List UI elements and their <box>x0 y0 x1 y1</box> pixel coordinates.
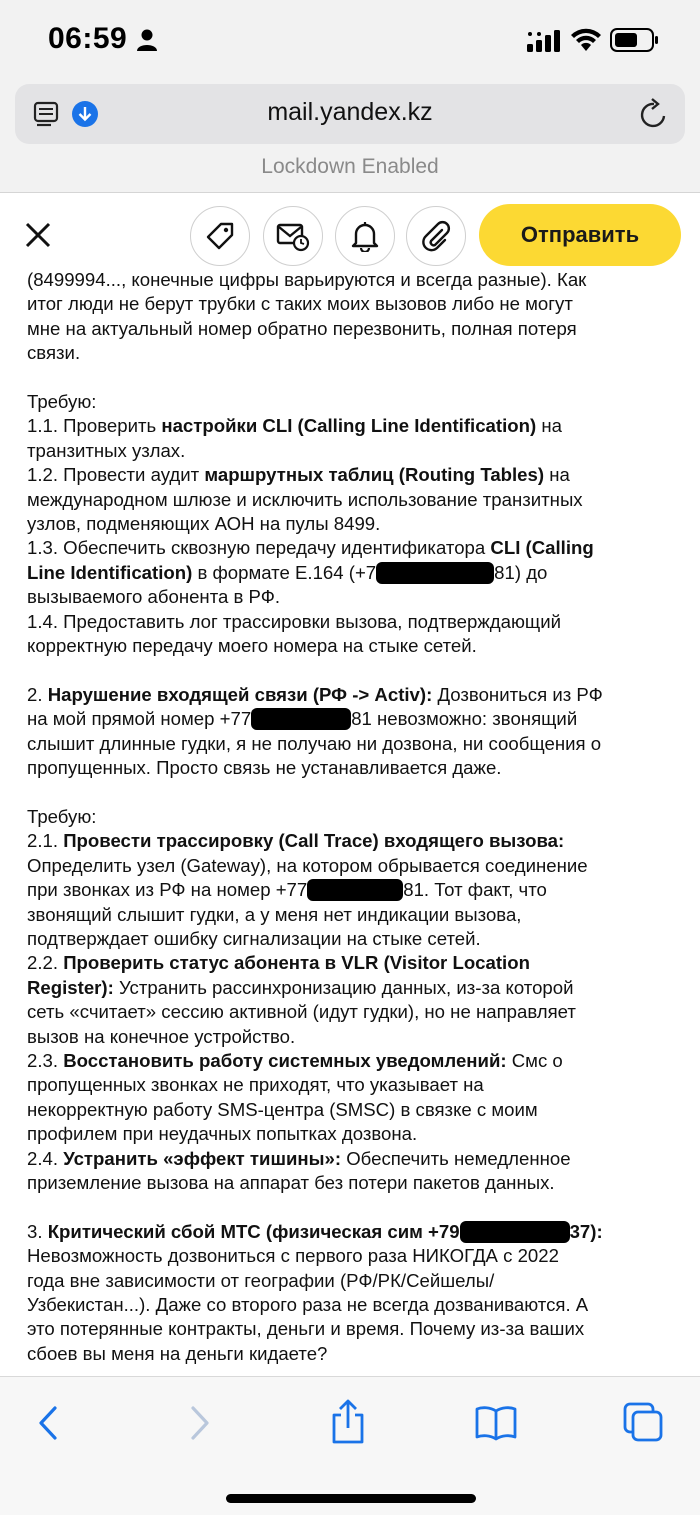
text-line: 1.2. Провести аудит маршрутных таблиц (Routing Tables) на <box>27 464 570 486</box>
text-line: транзитных узлах. <box>27 439 186 461</box>
text-line: 1.4. Предоставить лог трассировки вызова, подтверждающий <box>27 610 561 632</box>
status-time: 06:59 <box>48 22 128 55</box>
redaction-mark <box>251 708 351 730</box>
text-line: подтверждает ошибку сигнализации на стыке сетей. <box>27 927 481 949</box>
cellular-signal-icon <box>527 30 563 52</box>
text-line: сеть «считает» сессию активной (идут гудки), но не направляет <box>27 1001 576 1023</box>
bell-icon <box>350 220 380 252</box>
battery-icon <box>610 28 660 52</box>
share-icon[interactable] <box>328 1399 368 1445</box>
text-line: Register): Устранить рассинхронизацию данных, из-за которой <box>27 976 574 998</box>
lockdown-label: Lockdown Enabled <box>261 155 439 178</box>
text-line: звонящий слышит гудки, а у меня нет индикации вызова, <box>27 903 522 925</box>
message-body[interactable] <box>27 268 677 1376</box>
text-line: корректную передачу моего номера на стыке сетей. <box>27 635 477 657</box>
text-line: Требую: <box>27 391 97 413</box>
text-line: сбоев вы меня на деньги кидаете? <box>27 1342 328 1364</box>
text-line: пропущенных звонках не приходят, что указывает на <box>27 1074 484 1096</box>
text-line: слышит длинные гудки, я не получаю ни дозвона, ни сообщения о <box>27 732 602 754</box>
attach-button[interactable] <box>406 206 466 266</box>
text-line: профилем при неудачных попытках дозвона. <box>27 1123 418 1145</box>
compose-toolbar <box>0 193 700 279</box>
text-line: 2. Нарушение входящей связи (РФ -> Activ): Дозвониться из РФ <box>27 683 603 705</box>
text-line: 2.2. Проверить статус абонента в VLR (Visitor Location <box>27 952 530 974</box>
text-line: итог люди не берут трубки с таких моих вызовов либо не могут <box>27 293 573 315</box>
text-line: пропущенных. Просто связь не устанавливается даже. <box>27 757 502 779</box>
text-line: 3. Критический сбой МТС (физическая сим +79 37): <box>27 1220 603 1242</box>
person-icon <box>136 28 158 52</box>
status-bar <box>0 0 700 80</box>
text-line: мне на актуальный номер обратно перезвонить, полная потеря <box>27 317 577 339</box>
text-line: узлов, подменяющих АОН на пулы 8499. <box>27 513 381 535</box>
reminder-button[interactable] <box>335 206 395 266</box>
text-line: это потерянные контракты, деньги и время. Почему из-за ваших <box>27 1318 585 1340</box>
text-line: 1.3. Обеспечить сквозную передачу идентификатора CLI (Calling <box>27 537 594 559</box>
text-line: года вне зависимости от географии (РФ/РК/Сейшелы/ <box>27 1269 495 1291</box>
redaction-mark <box>376 562 494 584</box>
wifi-icon <box>570 28 602 52</box>
text-line: Узбекистан...). Даже со второго раза не всегда дозваниваются. А <box>27 1294 589 1315</box>
text-line: Невозможность дозвониться с первого раза НИКОГДА с 2022 <box>27 1245 559 1267</box>
send-button[interactable]: Отправить <box>479 204 681 266</box>
browser-bottom-toolbar <box>0 1376 700 1515</box>
tag-button[interactable] <box>190 206 250 266</box>
url-text: mail.yandex.kz <box>267 98 433 126</box>
tabs-icon[interactable] <box>622 1401 664 1443</box>
back-icon[interactable] <box>34 1403 62 1443</box>
redaction-mark <box>307 879 403 901</box>
text-line: на мой прямой номер +77 81 невозможно: звонящий <box>27 708 578 730</box>
text-line: 2.3. Восстановить работу системных уведомлений: Смс о <box>27 1049 563 1071</box>
forward-icon[interactable] <box>186 1403 214 1443</box>
bookmarks-icon[interactable] <box>474 1405 518 1441</box>
text-line: 1.1. Проверить настройки CLI (Calling Line Identification) на <box>27 415 562 437</box>
text-line: некорректную работу SMS-центра (SMSC) в связке с моим <box>27 1098 538 1120</box>
browser-address-bar <box>0 80 700 193</box>
text-line: при звонках из РФ на номер +77 81. Тот факт, что <box>27 879 547 901</box>
redaction-mark <box>460 1221 570 1243</box>
text-line: Требую: <box>27 805 97 827</box>
tag-icon <box>204 220 236 252</box>
mail-clock-icon <box>276 220 310 252</box>
text-line: Определить узел (Gateway), на котором обрывается соединение <box>27 854 588 876</box>
text-line: вызов на конечное устройство. <box>27 1025 296 1047</box>
text-line: 2.1. Провести трассировку (Call Trace) входящего вызова: <box>27 830 565 852</box>
text-line: (8499994..., конечные цифры варьируются и всегда разные). Как <box>27 269 587 290</box>
paperclip-icon <box>421 220 451 252</box>
schedule-send-button[interactable] <box>263 206 323 266</box>
text-line: Line Identification) в формате E.164 (+7 81) до <box>27 561 548 583</box>
url-field[interactable] <box>15 84 685 144</box>
text-line: связи. <box>27 342 81 364</box>
reload-icon[interactable] <box>639 98 669 130</box>
text-line: вызываемого абонента в РФ. <box>27 586 281 608</box>
text-line: международном шлюзе и исключить использование транзитных <box>27 488 583 510</box>
close-icon[interactable] <box>18 215 58 255</box>
text-line: приземление вызова на аппарат без потери пакетов данных. <box>27 1171 555 1193</box>
text-line: 2.4. Устранить «эффект тишины»: Обеспечить немедленное <box>27 1147 571 1169</box>
home-indicator <box>226 1494 476 1503</box>
